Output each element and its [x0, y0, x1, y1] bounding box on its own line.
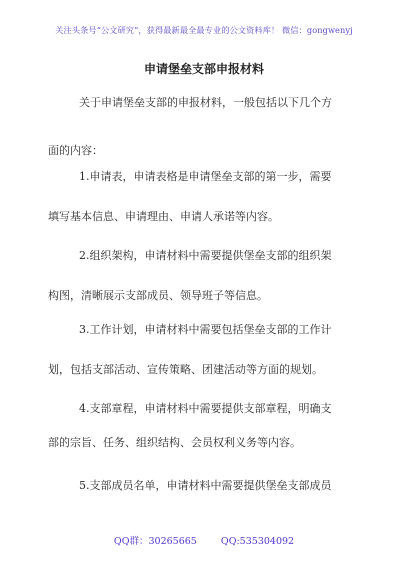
qq-group-text: QQ群：30265665: [113, 536, 197, 547]
document-title: 申请堡垒支部申报材料: [143, 62, 264, 76]
paragraph-line: 部的宗旨、任务、组织结构、会员权利义务等内容。: [48, 436, 301, 449]
paragraph-line: 划，包括支部活动、宣传策略、团建活动等方面的规划。: [48, 363, 323, 376]
paragraph-line: 4.支部章程，申请材料中需要提供支部章程，明确支: [79, 402, 332, 415]
paragraph-line: 面的内容：: [48, 144, 103, 157]
contact-footer: [0, 533, 408, 547]
paragraph-line: 构图，清晰展示支部成员、领导班子等信息。: [48, 289, 268, 302]
promo-banner: 关注头条号“公文研究”，获得最新最全最专业的公文资料库！ 微信：gongwenyj: [55, 25, 353, 35]
paragraph-line: 填写基本信息、申请理由、申请人承诺等内容。: [48, 210, 279, 223]
paragraph-line: 关于申请堡垒支部的申报材料，一般包括以下几个方: [79, 96, 332, 109]
qq-number-text: QQ:535304092: [220, 536, 295, 547]
paragraph-line: 3.工作计划，申请材料中需要包括堡垒支部的工作计: [79, 323, 332, 336]
paragraph-line: 5.支部成员名单，申请材料中需要提供堡垒支部成员: [79, 479, 332, 492]
paragraph-line: 2.组织架构，申请材料中需要提供堡垒支部的组织架: [79, 249, 332, 262]
paragraph-line: 1.申请表，申请表格是申请堡垒支部的第一步，需要: [79, 170, 332, 183]
